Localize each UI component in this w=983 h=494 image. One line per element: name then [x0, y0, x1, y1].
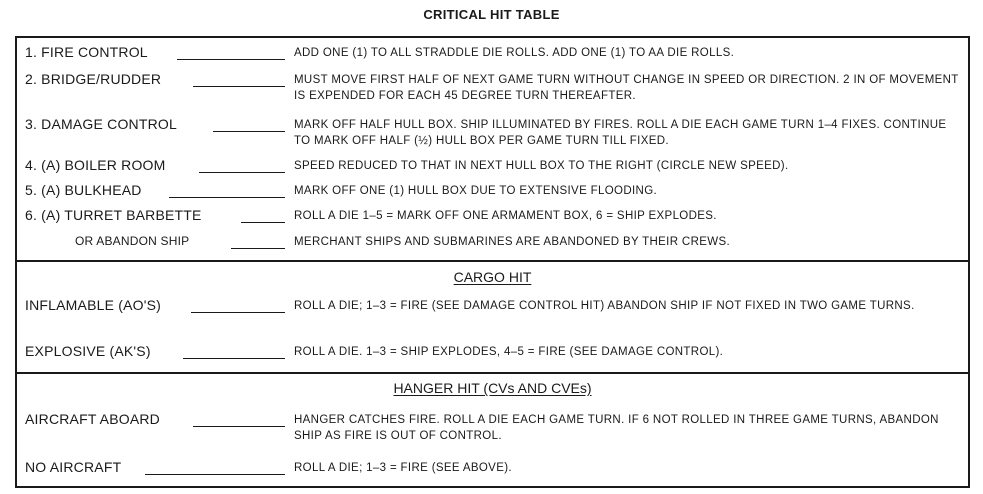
critical-hit-table [15, 36, 970, 488]
row-label: AIRCRAFT ABOARD [25, 411, 160, 427]
row-label: 6. (A) TURRET BARBETTE [25, 207, 202, 223]
leader-line [213, 131, 285, 132]
leader-line [193, 86, 285, 87]
leader-line [191, 312, 285, 313]
leader-line [193, 426, 285, 427]
row-description: MERCHANT SHIPS AND SUBMARINES ARE ABANDONED BY THEIR CREWS. [294, 236, 731, 248]
row-description: MARK OFF ONE (1) HULL BOX DUE TO EXTENSIVE FLOODING. [294, 185, 658, 197]
leader-line [145, 474, 285, 475]
leader-line [169, 197, 285, 198]
row-label: 4. (A) BOILER ROOM [25, 157, 166, 173]
row-label: 2. BRIDGE/RUDDER [25, 71, 162, 87]
row-description: HANGER CATCHES FIRE. ROLL A DIE EACH GAME TURN. IF 6 NOT ROLLED IN THREE GAME TURNS, ABANDON SHIP AS FIRE IS OUT OF CONTROL. [294, 414, 939, 442]
row-description: SPEED REDUCED TO THAT IN NEXT HULL BOX TO THE RIGHT (CIRCLE NEW SPEED). [294, 160, 789, 172]
leader-line [231, 248, 285, 249]
cargo-hit-heading: CARGO HIT [453, 269, 532, 285]
page-title: CRITICAL HIT TABLE [423, 7, 560, 22]
row-label: OR ABANDON SHIP [75, 234, 190, 248]
section-divider [17, 372, 968, 374]
row-description: MUST MOVE FIRST HALF OF NEXT GAME TURN WITHOUT CHANGE IN SPEED OR DIRECTION. 2 IN OF MOVEMENT IS EXPENDED FOR EACH 45 DEGREE TURN THEREAFTER. [294, 74, 959, 102]
row-label: NO AIRCRAFT [25, 459, 122, 475]
leader-line [183, 358, 285, 359]
leader-line [199, 172, 285, 173]
hanger-hit-heading: HANGER HIT (CVs AND CVEs) [393, 380, 592, 396]
leader-line [177, 59, 285, 60]
row-description: ROLL A DIE; 1–3 = FIRE (SEE DAMAGE CONTROL HIT) ABANDON SHIP IF NOT FIXED IN TWO GAME TURNS. [294, 300, 915, 312]
row-description: ROLL A DIE 1–5 = MARK OFF ONE ARMAMENT BOX, 6 = SHIP EXPLODES. [294, 210, 717, 222]
row-label: EXPLOSIVE (AK'S) [25, 343, 151, 359]
row-label: 5. (A) BULKHEAD [25, 182, 142, 198]
row-label: 1. FIRE CONTROL [25, 44, 148, 60]
section-divider [17, 260, 968, 262]
row-description: ROLL A DIE; 1–3 = FIRE (SEE ABOVE). [294, 462, 512, 474]
row-description: ADD ONE (1) TO ALL STRADDLE DIE ROLLS. ADD ONE (1) TO AA DIE ROLLS. [294, 47, 735, 59]
row-label: 3. DAMAGE CONTROL [25, 116, 177, 132]
row-label: INFLAMABLE (AO'S) [25, 297, 161, 313]
row-description: MARK OFF HALF HULL BOX. SHIP ILLUMINATED BY FIRES. ROLL A DIE EACH GAME TURN 1–4 FIXES. CONTINUE TO MARK OFF HALF (½) HULL BOX PER GAME TURN TILL FIXED. [294, 119, 947, 147]
row-description: ROLL A DIE. 1–3 = SHIP EXPLODES, 4–5 = FIRE (SEE DAMAGE CONTROL). [294, 346, 724, 358]
leader-line [241, 222, 285, 223]
